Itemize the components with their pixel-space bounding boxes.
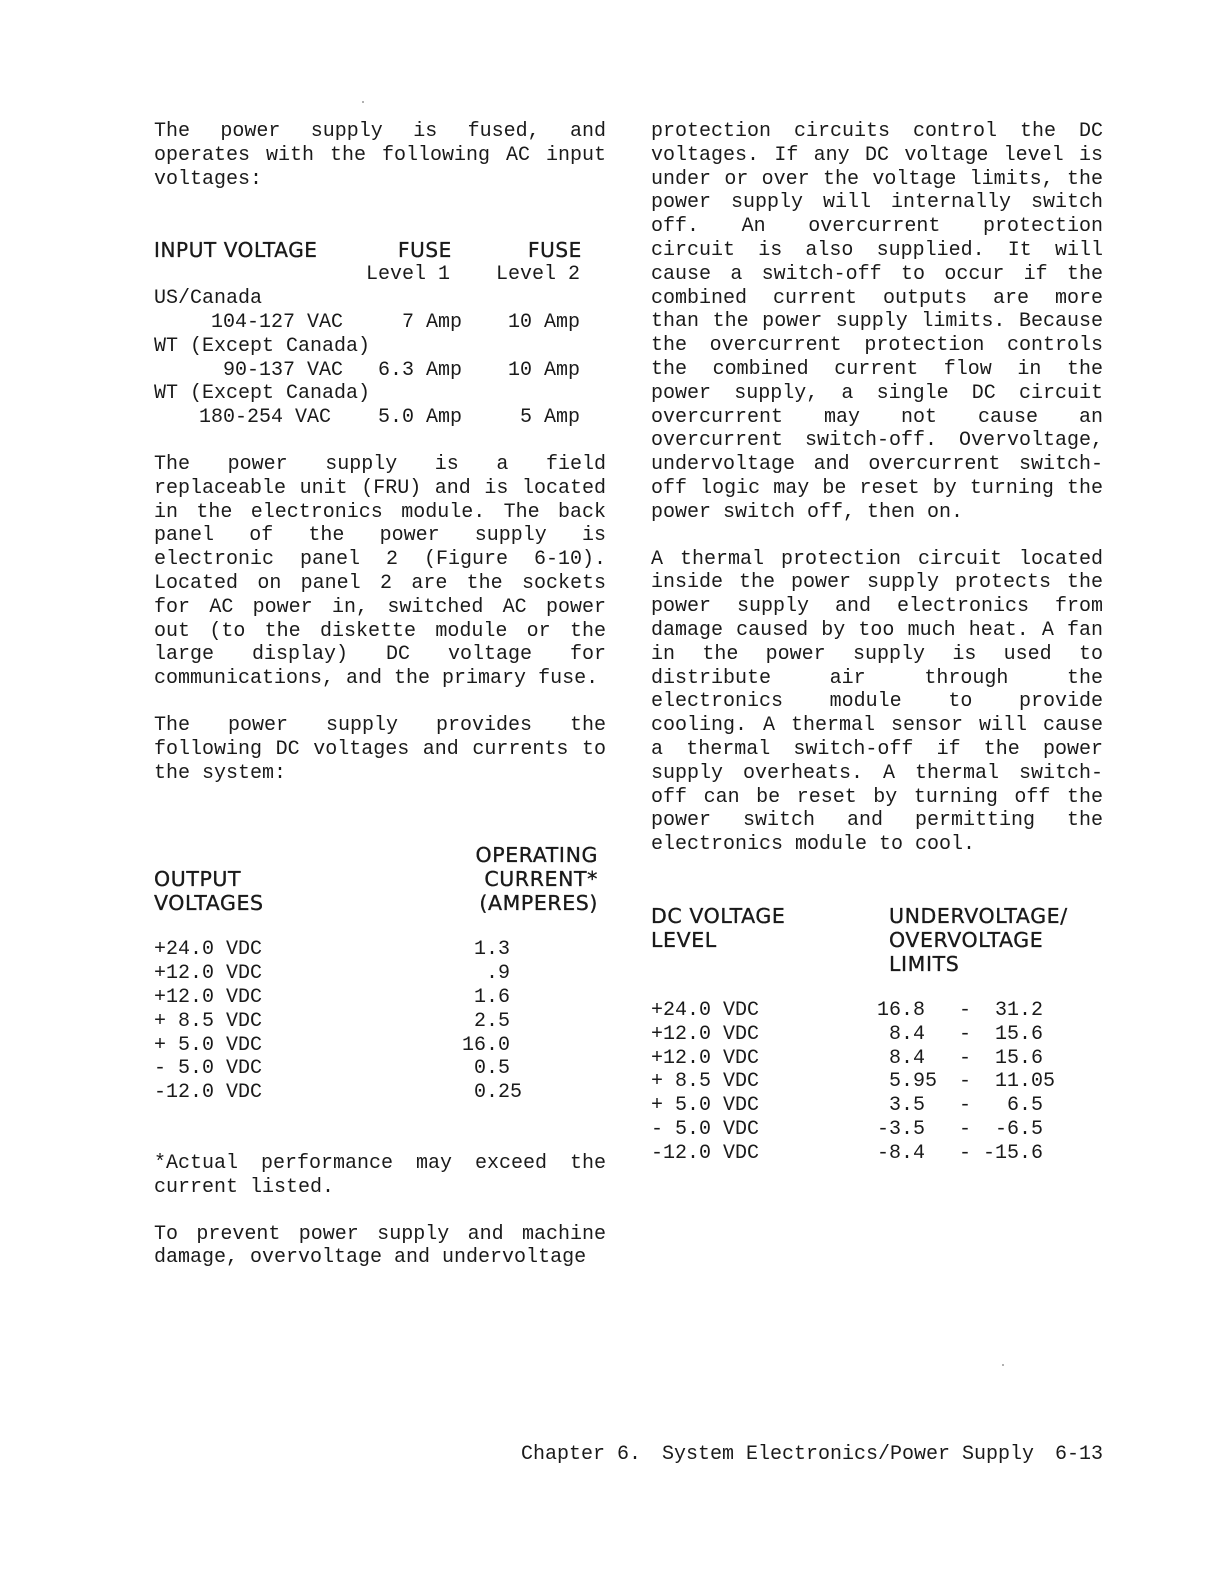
output-row bbox=[154, 1010, 606, 1034]
limits-row bbox=[651, 999, 1103, 1023]
limits-row bbox=[651, 1094, 1103, 1118]
output-row bbox=[154, 1081, 606, 1105]
limits-header-line3: LIMITS bbox=[889, 951, 960, 976]
scan-speck bbox=[362, 101, 364, 103]
dc-level: - 5.0 VDC bbox=[651, 1117, 760, 1141]
limit-separator: - bbox=[959, 1094, 972, 1118]
fuse-level1-value: 7 Amp bbox=[401, 310, 462, 334]
limits-row bbox=[651, 1118, 1103, 1142]
limit-separator: - bbox=[959, 1070, 972, 1094]
output-voltage: - 5.0 VDC bbox=[154, 1057, 263, 1081]
dc-level: + 8.5 VDC bbox=[651, 1070, 760, 1094]
footnote: *Actual performance may exceed the current listed. bbox=[154, 1151, 606, 1199]
output-current: 1.3 bbox=[474, 938, 511, 962]
fuse-level2-value: 5 Amp bbox=[519, 406, 580, 430]
dc-level: +24.0 VDC bbox=[651, 998, 760, 1022]
limit-low: 8.4 bbox=[888, 1022, 925, 1046]
fuse-level2-value: 10 Amp bbox=[507, 358, 580, 382]
limits-header-line2: OVERVOLTAGE bbox=[889, 927, 1044, 952]
intro-paragraph: The power supply is fused, and operates with the following AC input voltages: bbox=[154, 120, 606, 191]
current-header-line2: CURRENT* bbox=[484, 867, 598, 892]
footer-page-number: 6-13 bbox=[1054, 1443, 1103, 1466]
output-current: 2.5 bbox=[474, 1009, 511, 1033]
region-label: US/Canada bbox=[154, 287, 263, 311]
limit-low: -3.5 bbox=[876, 1117, 925, 1141]
output-row bbox=[154, 938, 606, 962]
voltage-range: 104-127 VAC bbox=[210, 310, 343, 334]
output-voltage: -12.0 VDC bbox=[154, 1081, 263, 1105]
output-current: 16.0 bbox=[462, 1033, 511, 1057]
region-label: WT (Except Canada) bbox=[154, 334, 371, 358]
right-column bbox=[651, 120, 1103, 1165]
limits-row bbox=[651, 1023, 1103, 1047]
output-voltage: +12.0 VDC bbox=[154, 962, 263, 986]
limit-low: 16.8 bbox=[876, 998, 925, 1022]
output-row bbox=[154, 1057, 606, 1081]
region-label: WT (Except Canada) bbox=[154, 382, 371, 406]
limit-high: -6.5 bbox=[994, 1117, 1043, 1141]
voltage-range: 90-137 VAC bbox=[222, 358, 343, 382]
limit-low: 8.4 bbox=[888, 1046, 925, 1070]
level2-label: Level 2 bbox=[496, 263, 581, 287]
fuse-table-subheader bbox=[154, 263, 606, 287]
fuse-range-row bbox=[154, 359, 606, 383]
output-voltage: +12.0 VDC bbox=[154, 985, 263, 1009]
fuse-level1-header: FUSE bbox=[398, 238, 452, 263]
limit-separator: - bbox=[959, 1022, 972, 1046]
limit-separator: - bbox=[959, 1046, 972, 1070]
scan-speck bbox=[1002, 1364, 1004, 1366]
limit-high: 31.2 bbox=[994, 998, 1043, 1022]
current-header-line1: OPERATING bbox=[475, 843, 598, 868]
dc-level: +12.0 VDC bbox=[651, 1022, 760, 1046]
thermal-paragraph: A thermal protection circuit located inside the power supply protects the power supply and electronics from damage caused by too much heat. A fan in the power supply is used to distribute air through the electronics module to provide cooling. A thermal sensor will cause a thermal switch-off if the power supply overheats. A thermal switch-off can be reset by turning off the power switch and permitting the electronics module to cool. bbox=[651, 547, 1103, 857]
fuse-level1-value: 6.3 Amp bbox=[377, 358, 462, 382]
limits-table-header bbox=[651, 904, 1103, 976]
voltage-range: 180-254 VAC bbox=[198, 406, 331, 430]
dc-level: -12.0 VDC bbox=[651, 1141, 760, 1165]
fru-paragraph: The power supply is a field replaceable unit (FRU) and is located in the electronics module. The back panel of the power supply is electronic panel 2 (Figure 6-10). Located on panel 2 are the sockets for AC power in, switched AC power out (to the diskette module or the large display) DC voltage for communications, and the primary fuse. bbox=[154, 452, 606, 691]
provides-paragraph: The power supply provides the following DC voltages and currents to the system: bbox=[154, 713, 606, 785]
output-voltage-table bbox=[154, 843, 606, 1105]
fuse-table bbox=[154, 239, 606, 430]
fuse-region-row bbox=[154, 382, 606, 406]
fuse-region-row bbox=[154, 287, 606, 311]
output-current: .9 bbox=[486, 962, 511, 986]
fuse-range-row bbox=[154, 406, 606, 430]
page-footer bbox=[521, 1443, 1103, 1467]
output-header-line1: OUTPUT bbox=[154, 867, 242, 892]
limit-high: 15.6 bbox=[994, 1022, 1043, 1046]
limit-separator: - bbox=[959, 1141, 972, 1165]
prevent-paragraph: To prevent power supply and machine damage, overvoltage and undervoltage bbox=[154, 1222, 606, 1270]
output-voltage: + 8.5 VDC bbox=[154, 1009, 263, 1033]
output-current: 0.5 bbox=[474, 1057, 511, 1081]
output-row bbox=[154, 962, 606, 986]
limit-high: 11.05 bbox=[994, 1070, 1055, 1094]
dc-level: +12.0 VDC bbox=[651, 1046, 760, 1070]
output-voltage: +24.0 VDC bbox=[154, 938, 263, 962]
dc-level: + 5.0 VDC bbox=[651, 1094, 760, 1118]
output-row bbox=[154, 1034, 606, 1058]
limit-low: -8.4 bbox=[876, 1141, 925, 1165]
output-current: 1.6 bbox=[474, 985, 511, 1009]
current-header-line3: (AMPERES) bbox=[479, 891, 598, 916]
limits-row bbox=[651, 1047, 1103, 1071]
output-table-header bbox=[154, 843, 606, 915]
output-row bbox=[154, 986, 606, 1010]
level-header-line1: DC VOLTAGE bbox=[651, 903, 786, 928]
footer-chapter: Chapter 6. bbox=[521, 1443, 642, 1466]
protection-paragraph: protection circuits control the DC voltages. If any DC voltage level is under or over the voltage limits, the power supply will internally switch off. An overcurrent protection circuit is also supplied. It will cause a switch-off to occur if the combined current outputs are more than the power supply limits. Because the overcurrent protection controls the combined current flow in the power supply, a single DC circuit overcurrent may not cause an overcurrent switch-off. Overvoltage, undervoltage and overcurrent switch-off logic may be reset by turning the power switch off, then on. bbox=[651, 120, 1103, 524]
fuse-level1-value: 5.0 Amp bbox=[377, 406, 462, 430]
limit-high: 6.5 bbox=[1006, 1094, 1043, 1118]
limits-row bbox=[651, 1070, 1103, 1094]
input-voltage-header: INPUT VOLTAGE bbox=[154, 238, 318, 263]
limit-low: 3.5 bbox=[888, 1094, 925, 1118]
footer-title: System Electronics/Power Supply bbox=[661, 1443, 1035, 1466]
limits-table bbox=[651, 904, 1103, 1166]
limit-low: 5.95 bbox=[888, 1070, 937, 1094]
output-header-line2: VOLTAGES bbox=[154, 891, 264, 916]
left-column bbox=[154, 120, 606, 1270]
level1-label: Level 1 bbox=[366, 263, 451, 287]
fuse-range-row bbox=[154, 311, 606, 335]
output-current: 0.25 bbox=[474, 1081, 523, 1105]
fuse-table-header bbox=[154, 239, 606, 263]
limit-separator: - bbox=[959, 1117, 972, 1141]
limit-high: 15.6 bbox=[994, 1046, 1043, 1070]
output-voltage: + 5.0 VDC bbox=[154, 1033, 263, 1057]
fuse-level2-value: 10 Amp bbox=[507, 310, 580, 334]
limits-header-line1: UNDERVOLTAGE/ bbox=[889, 903, 1068, 928]
fuse-region-row bbox=[154, 335, 606, 359]
level-header-line2: LEVEL bbox=[651, 927, 717, 952]
limits-row bbox=[651, 1142, 1103, 1166]
fuse-level2-header: FUSE bbox=[528, 238, 582, 263]
limit-high: -15.6 bbox=[982, 1141, 1043, 1165]
limit-separator: - bbox=[959, 998, 972, 1022]
